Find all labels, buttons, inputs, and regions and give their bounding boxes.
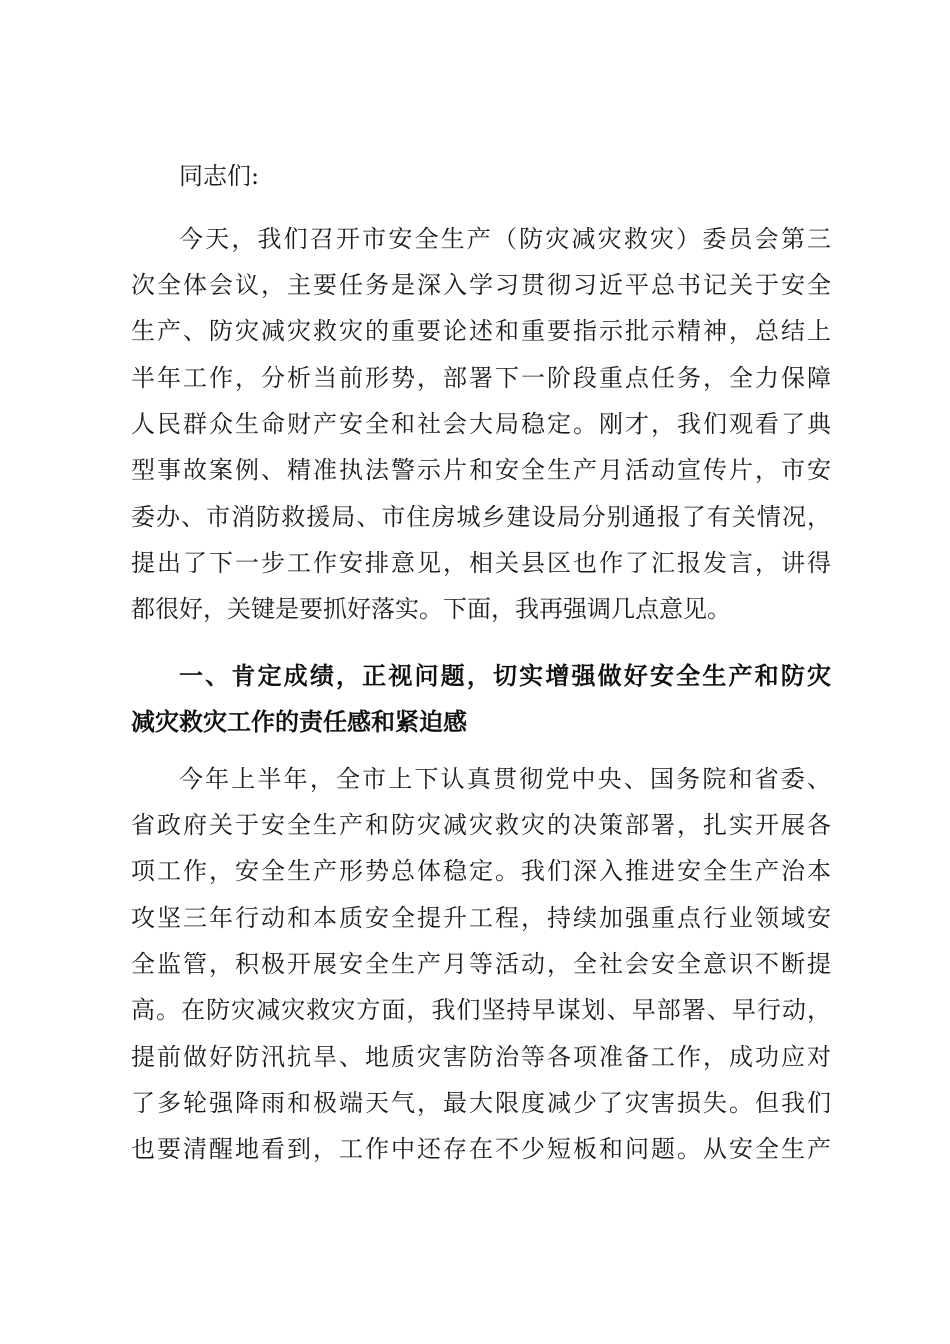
greeting: 同志们: bbox=[179, 162, 260, 190]
paragraph-line: 了多轮强降雨和极端天气，最大限度减少了灾害损失。但我们 bbox=[131, 1089, 831, 1117]
section-heading: 减灾救灾工作的责任感和紧迫感 bbox=[131, 707, 467, 736]
paragraph-line: 攻坚三年行动和本质安全提升工程，持续加强重点行业领域安 bbox=[131, 904, 831, 932]
paragraph-line: 今天，我们召开市安全生产（防灾减灾救灾）委员会第三 bbox=[179, 225, 831, 253]
paragraph-line: 提前做好防汛抗旱、地质灾害防治等各项准备工作，成功应对 bbox=[131, 1043, 831, 1071]
paragraph-line: 今年上半年，全市上下认真贯彻党中央、国务院和省委、 bbox=[179, 765, 831, 793]
paragraph-line: 次全体会议，主要任务是深入学习贯彻习近平总书记关于安全 bbox=[131, 271, 831, 299]
paragraph-line: 高。在防灾减灾救灾方面，我们坚持早谋划、早部署、早行动， bbox=[131, 996, 831, 1024]
section-heading: 一、肯定成绩，正视问题，切实增强做好安全生产和防灾 bbox=[179, 661, 831, 690]
paragraph-line: 半年工作，分析当前形势，部署下一阶段重点任务，全力保障 bbox=[131, 364, 831, 392]
paragraph-line: 型事故案例、精准执法警示片和安全生产月活动宣传片，市安 bbox=[131, 456, 831, 484]
paragraph-line: 都很好，关键是要抓好落实。下面，我再强调几点意见。 bbox=[131, 595, 731, 623]
paragraph-line: 全监管，积极开展安全生产月等活动，全社会安全意识不断提 bbox=[131, 950, 831, 978]
paragraph-line: 委办、市消防救援局、市住房城乡建设局分别通报了有关情况， bbox=[131, 503, 831, 531]
paragraph-line: 人民群众生命财产安全和社会大局稳定。刚才，我们观看了典 bbox=[131, 410, 831, 438]
paragraph-line: 项工作，安全生产形势总体稳定。我们深入推进安全生产治本 bbox=[131, 857, 831, 885]
paragraph-line: 提出了下一步工作安排意见，相关县区也作了汇报发言，讲得 bbox=[131, 549, 831, 577]
paragraph-line: 也要清醒地看到，工作中还存在不少短板和问题。从安全生产 bbox=[131, 1135, 831, 1163]
paragraph-line: 省政府关于安全生产和防灾减灾救灾的决策部署，扎实开展各 bbox=[131, 811, 831, 839]
paragraph-line: 生产、防灾减灾救灾的重要论述和重要指示批示精神，总结上 bbox=[131, 317, 831, 345]
